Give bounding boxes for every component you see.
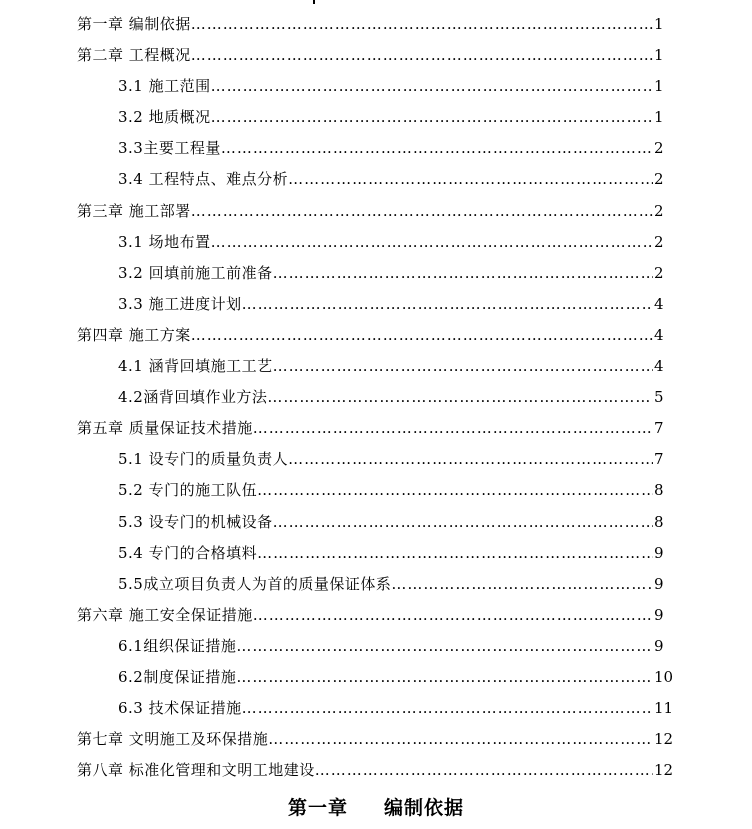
toc-section-row[interactable] (0, 444, 752, 475)
toc-entry (118, 382, 653, 413)
toc-page-number: 4 (654, 294, 664, 313)
toc-leader-dots (288, 444, 653, 475)
toc-label: 第七章 文明施工及环保措施 (77, 730, 269, 749)
toc-entry (118, 227, 653, 258)
toc-section-row[interactable] (0, 538, 752, 569)
toc-leader-dots (268, 724, 653, 755)
toc-label: 6.3 技术保证措施 (118, 699, 242, 718)
toc-entry (77, 320, 653, 351)
toc-page-number: 9 (654, 574, 664, 593)
toc-leader-dots (273, 258, 653, 289)
toc-label: 第一章 编制依据 (77, 15, 191, 33)
toc-leader-dots (191, 9, 653, 40)
toc-entry (118, 693, 653, 724)
toc-entry (118, 133, 653, 164)
table-of-contents (0, 9, 752, 786)
toc-leader-dots (253, 600, 653, 631)
toc-entry (118, 164, 653, 195)
toc-entry (77, 196, 653, 227)
toc-section-row[interactable] (0, 475, 752, 506)
toc-page-number: 12 (654, 761, 674, 780)
cursor-mark (313, 0, 315, 4)
toc-section-row[interactable] (0, 631, 752, 662)
toc-label: 第六章 施工安全保证措施 (77, 605, 253, 624)
toc-section-row[interactable] (0, 507, 752, 538)
toc-entry (118, 631, 653, 662)
toc-label: 3.1 施工范围 (118, 77, 211, 96)
toc-label: 第八章 标准化管理和文明工地建设 (77, 761, 315, 780)
toc-page-number: 9 (654, 543, 664, 562)
toc-label: 5.4 专门的合格填料 (118, 543, 258, 562)
toc-entry (118, 538, 653, 569)
toc-leader-dots (191, 196, 653, 227)
toc-page-number: 9 (654, 636, 664, 655)
toc-entry (118, 71, 653, 102)
toc-entry (118, 475, 653, 506)
toc-section-row[interactable] (0, 382, 752, 413)
toc-page-number: 2 (654, 263, 664, 282)
toc-page-number: 7 (654, 450, 664, 469)
toc-leader-dots (242, 693, 653, 724)
toc-page-number: 1 (654, 108, 664, 127)
toc-section-row[interactable] (0, 351, 752, 382)
toc-leader-dots (391, 569, 653, 600)
toc-leader-dots (273, 507, 653, 538)
toc-page-number: 2 (654, 232, 664, 251)
toc-page-number: 9 (654, 605, 664, 624)
toc-entry (118, 569, 653, 600)
chapter-number: 第一章 (287, 797, 348, 819)
toc-label: 3.3主要工程量 (118, 139, 221, 158)
toc-leader-dots (211, 71, 653, 102)
toc-page-number: 10 (654, 667, 674, 686)
toc-section-row[interactable] (0, 662, 752, 693)
chapter-heading (0, 793, 752, 820)
toc-label: 第五章 质量保证技术措施 (77, 419, 253, 438)
toc-leader-dots (267, 382, 653, 413)
toc-entry (77, 9, 653, 40)
toc-leader-dots (191, 40, 653, 71)
toc-entry (77, 40, 653, 71)
toc-leader-dots (315, 755, 653, 786)
toc-page-number: 7 (654, 419, 664, 438)
toc-label: 6.2制度保证措施 (118, 667, 237, 686)
toc-page-number: 4 (654, 357, 664, 376)
toc-page-number: 1 (654, 77, 664, 96)
chapter-title: 编制依据 (384, 797, 465, 819)
toc-label: 3.1 场地布置 (118, 232, 211, 251)
toc-label: 第二章 工程概况 (77, 46, 191, 65)
toc-chapter-row[interactable] (0, 724, 752, 755)
toc-page-number: 1 (654, 46, 664, 65)
toc-page-number: 2 (654, 170, 664, 189)
toc-entry (118, 289, 653, 320)
toc-chapter-row[interactable] (0, 196, 752, 227)
toc-page-number: 8 (654, 512, 664, 531)
toc-leader-dots (236, 662, 653, 693)
toc-leader-dots (236, 631, 653, 662)
toc-leader-dots (257, 475, 653, 506)
toc-leader-dots (257, 538, 653, 569)
toc-page-number: 4 (654, 325, 664, 344)
toc-leader-dots (273, 351, 653, 382)
toc-section-row[interactable] (0, 102, 752, 133)
toc-label: 5.1 设专门的质量负责人 (118, 450, 289, 469)
toc-label: 5.2 专门的施工队伍 (118, 481, 258, 500)
toc-section-row[interactable] (0, 227, 752, 258)
toc-leader-dots (288, 164, 653, 195)
toc-label: 3.2 回填前施工前准备 (118, 263, 273, 282)
toc-entry (118, 351, 653, 382)
toc-section-row[interactable] (0, 133, 752, 164)
toc-entry (118, 444, 653, 475)
toc-leader-dots (211, 227, 653, 258)
toc-chapter-row[interactable] (0, 40, 752, 71)
toc-section-row[interactable] (0, 693, 752, 724)
toc-entry (118, 258, 653, 289)
toc-leader-dots (221, 133, 653, 164)
toc-page-number: 1 (654, 15, 664, 33)
toc-label: 4.1 涵背回填施工工艺 (118, 357, 273, 376)
toc-page-number: 5 (654, 388, 664, 407)
toc-label: 第四章 施工方案 (77, 325, 191, 344)
toc-label: 5.5成立项目负责人为首的质量保证体系 (118, 574, 392, 593)
toc-entry (77, 755, 653, 786)
toc-label: 6.1组织保证措施 (118, 636, 237, 655)
toc-entry (118, 102, 653, 133)
toc-label: 5.3 设专门的机械设备 (118, 512, 273, 531)
toc-section-row[interactable] (0, 164, 752, 195)
toc-page-number: 2 (654, 201, 664, 220)
toc-page-number: 2 (654, 139, 664, 158)
toc-entry (118, 507, 653, 538)
toc-chapter-row[interactable] (0, 320, 752, 351)
toc-entry (77, 600, 653, 631)
toc-label: 3.3 施工进度计划 (118, 294, 242, 313)
toc-leader-dots (211, 102, 653, 133)
toc-leader-dots (242, 289, 653, 320)
toc-label: 第三章 施工部署 (77, 201, 191, 220)
toc-chapter-row[interactable] (0, 755, 752, 786)
toc-chapter-row[interactable] (0, 9, 752, 40)
toc-entry (118, 662, 653, 693)
toc-chapter-row[interactable] (0, 600, 752, 631)
toc-chapter-row[interactable] (0, 413, 752, 444)
toc-section-row[interactable] (0, 569, 752, 600)
toc-section-row[interactable] (0, 258, 752, 289)
toc-label: 4.2涵背回填作业方法 (118, 388, 268, 407)
toc-leader-dots (191, 320, 653, 351)
toc-page-number: 11 (654, 699, 674, 718)
toc-page-number: 12 (654, 730, 674, 749)
toc-label: 3.2 地质概况 (118, 108, 211, 127)
toc-entry (77, 724, 653, 755)
toc-section-row[interactable] (0, 289, 752, 320)
toc-section-row[interactable] (0, 71, 752, 102)
toc-label: 3.4 工程特点、难点分析 (118, 170, 289, 189)
toc-page-number: 8 (654, 481, 664, 500)
toc-entry (77, 413, 653, 444)
toc-leader-dots (253, 413, 653, 444)
